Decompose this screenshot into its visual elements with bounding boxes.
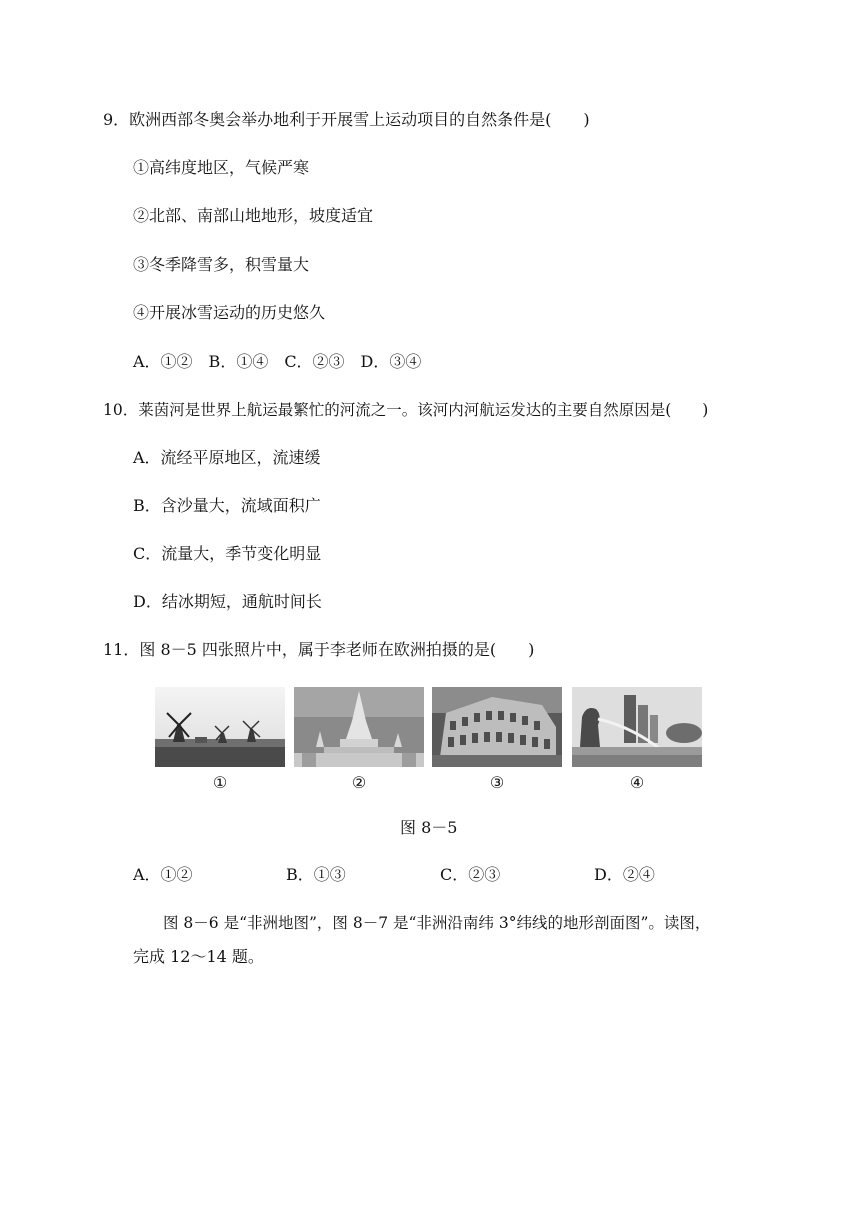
photo-label-3: ③ bbox=[489, 773, 505, 792]
q10-option-a: A．流经平原地区，流速缓 bbox=[133, 448, 321, 467]
photo-merlion bbox=[572, 687, 702, 767]
q11-option-d: D．②④ bbox=[594, 865, 655, 884]
q11-stem: 11．图 8－5 四张照片中，属于李老师在欧洲拍摄的是( ) bbox=[103, 640, 535, 659]
q10-option-b: B．含沙量大，流域面积广 bbox=[133, 496, 321, 515]
intro-line-2: 完成 12～14 题。 bbox=[133, 947, 264, 966]
q9-item-3: ③冬季降雪多，积雪量大 bbox=[133, 255, 310, 274]
photo-label-1: ① bbox=[212, 773, 228, 792]
q11-option-b: B．①③ bbox=[286, 865, 346, 884]
q10-option-d: D．结冰期短，通航时间长 bbox=[133, 592, 322, 611]
photo-colosseum bbox=[432, 687, 562, 767]
q9-item-4: ④开展冰雪运动的历史悠久 bbox=[133, 303, 326, 322]
intro-line-1: 图 8－6 是“非洲地图”，图 8－7 是“非洲沿南纬 3°纬线的地形剖面图”。读图， bbox=[163, 914, 711, 932]
photo-windmills bbox=[155, 687, 285, 767]
q9-item-2: ②北部、南部山地地形，坡度适宜 bbox=[133, 206, 374, 225]
q10-stem: 10．莱茵河是世界上航运最繁忙的河流之一。该河内河航运发达的主要自然原因是( ) bbox=[103, 401, 709, 419]
photo-label-2: ② bbox=[351, 773, 367, 792]
q9-item-1: ①高纬度地区，气候严寒 bbox=[133, 158, 310, 177]
q10-option-c: C．流量大，季节变化明显 bbox=[133, 544, 322, 563]
photo-label-4: ④ bbox=[629, 773, 645, 792]
photo-pagoda bbox=[294, 687, 424, 767]
q11-option-a: A．①② bbox=[133, 865, 193, 884]
q11-option-c: C．②③ bbox=[440, 865, 501, 884]
q9-options: A．①② B．①④ C．②③ D．③④ bbox=[133, 352, 422, 371]
figure-8-5-photos bbox=[155, 687, 705, 767]
figure-caption: 图 8－5 bbox=[400, 818, 458, 837]
q9-stem: 9．欧洲西部冬奥会举办地利于开展雪上运动项目的自然条件是( ) bbox=[103, 110, 590, 129]
